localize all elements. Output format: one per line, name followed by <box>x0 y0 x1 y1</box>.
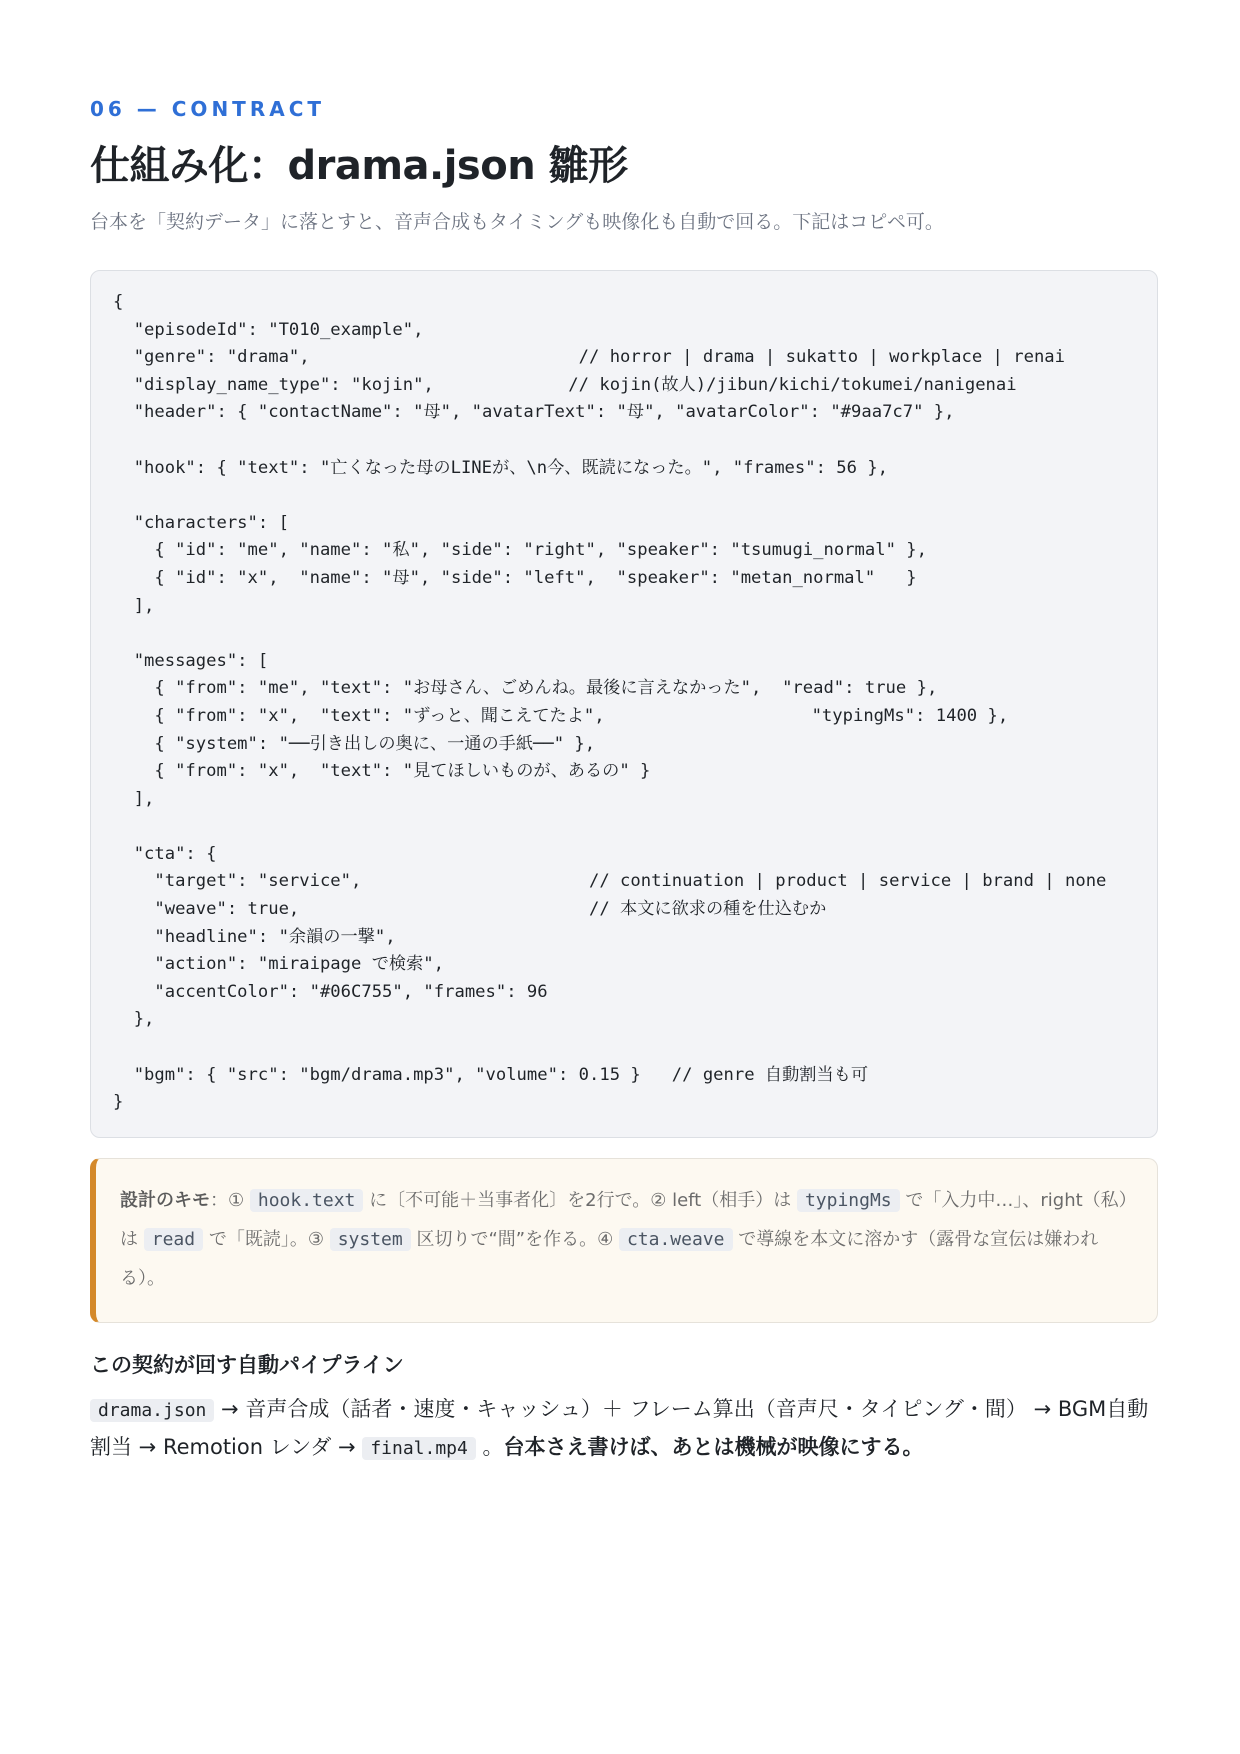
code-line: "header": { "contactName": "母", "avatarText": "母", "avatarColor": "#9aa7c7" }, <box>113 402 955 423</box>
callout-text-2: に〔不可能＋当事者化〕を2行で。② left（相手）は <box>363 1189 797 1211</box>
page-title: 仕組み化：drama.json 雛形 <box>90 143 628 189</box>
code-line: "episodeId": "T010_example", <box>113 319 424 340</box>
code-line: { "id": "me", "name": "私", "side": "right", "speaker": "tsumugi_normal" }, <box>113 540 927 561</box>
pipeline-text-1: → 音声合成（話者・速度・キャッシュ）＋ フレーム算出（音声尺・タイピング・間） → BGM自動割当 → Remotion レンダ → <box>90 1396 1149 1459</box>
code-line: "headline": "余韻の一撃", <box>113 926 396 947</box>
page-subtitle: 台本を「契約データ」に落とすと、音声合成もタイミングも映像化も自動で回る。下記はコピペ可。 <box>90 211 944 233</box>
code-line: { "from": "x", "text": "見てほしいものが、あるの" } <box>113 761 651 782</box>
code-line: } <box>113 1092 124 1113</box>
code-line: }, <box>113 1009 155 1030</box>
code-line: "display_name_type": "kojin", // kojin(故人)/jibun/kichi/tokumei/nanigenai <box>113 374 1017 395</box>
code-line <box>113 1034 1135 1062</box>
inline-code-final-mp4: final.mp4 <box>362 1437 476 1460</box>
document-page <box>90 96 1158 1467</box>
callout-text-5: 区切りで“間”を作る。④ <box>410 1228 619 1250</box>
callout-text-4: で「既読」。③ <box>203 1228 330 1250</box>
pipeline-description <box>90 1391 1158 1467</box>
design-note-callout <box>90 1158 1158 1323</box>
callout-label: 設計のキモ <box>120 1189 210 1211</box>
code-line <box>113 427 1135 455</box>
section-eyebrow: 06 — CONTRACT <box>90 97 326 121</box>
code-line: { "id": "x", "name": "母", "side": "left", "speaker": "metan_normal" } <box>113 567 917 588</box>
code-line <box>113 482 1135 510</box>
code-line: "hook": { "text": "亡くなった母のLINEが、\n今、既読になった。", "frames": 56 }, <box>113 457 889 478</box>
code-line: { "from": "me", "text": "お母さん、ごめんね。最後に言えなかった", "read": true }, <box>113 678 938 699</box>
code-line: "cta": { <box>113 843 217 864</box>
inline-code-cta-weave: cta.weave <box>619 1228 733 1251</box>
pipeline-emphasis: 台本さえ書けば、あとは機械が映像にする。 <box>503 1434 924 1459</box>
inline-code-read: read <box>144 1228 203 1251</box>
inline-code-typingms: typingMs <box>797 1189 900 1212</box>
callout-text-1: ① <box>228 1189 250 1211</box>
code-line: "characters": [ <box>113 512 289 533</box>
code-line: ], <box>113 788 155 809</box>
code-line: { <box>113 292 124 312</box>
code-line: "accentColor": "#06C755", "frames": 96 <box>113 981 548 1002</box>
code-line: { "system": "──引き出しの奥に、一通の手紙──" }, <box>113 733 596 754</box>
code-line: "bgm": { "src": "bgm/drama.mp3", "volume": 0.15 } // genre 自動割当も可 <box>113 1064 869 1085</box>
inline-code-system: system <box>330 1228 411 1251</box>
pipeline-text-2: 。 <box>475 1434 504 1459</box>
inline-code-drama-json: drama.json <box>90 1399 214 1422</box>
json-code-block <box>90 270 1158 1138</box>
code-line: ], <box>113 595 155 616</box>
code-line <box>113 620 1135 648</box>
code-line: "action": "miraipage で検索", <box>113 954 444 975</box>
callout-text-6: で導線を本文に溶かす（露骨な宣伝は嫌われる）。 <box>120 1228 1099 1289</box>
inline-code-hook-text: hook.text <box>250 1189 364 1212</box>
code-line: "messages": [ <box>113 650 269 671</box>
code-line: "weave": true, // 本文に欲求の種を仕込むか <box>113 899 827 920</box>
callout-separator: ： <box>210 1189 228 1211</box>
code-line: "genre": "drama", // horror | drama | sukatto | workplace | renai <box>113 347 1065 368</box>
code-line <box>113 813 1135 841</box>
code-line: { "from": "x", "text": "ずっと、聞こえてたよ", "typingMs": 1400 }, <box>113 705 1009 726</box>
callout-text-3: で「入力中…」、right（私）は <box>120 1189 1128 1250</box>
pipeline-heading: この契約が回す自動パイプライン <box>90 1352 404 1377</box>
code-line: "target": "service", // continuation | product | service | brand | none <box>113 871 1107 892</box>
